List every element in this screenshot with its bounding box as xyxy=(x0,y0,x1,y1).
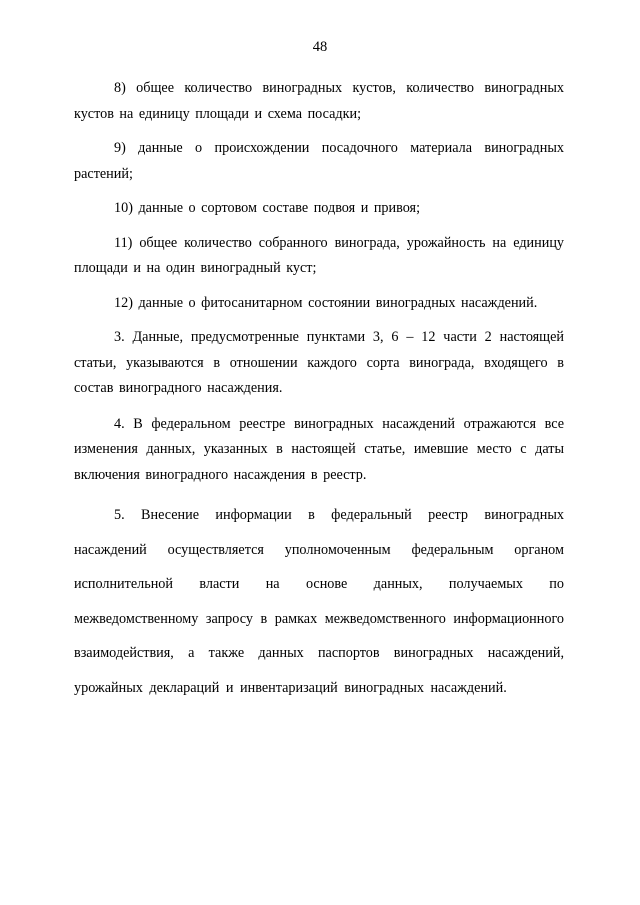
page-number: 48 xyxy=(312,39,328,55)
list-item-8: 8) общее количество виноградных кустов, количество виноградных кустов на единицу площади и схема посадки; xyxy=(74,80,564,122)
list-item-12: 12) данные о фитосанитарном состоянии виноградных насаждений. xyxy=(114,294,538,311)
list-item-10: 10) данные о сортовом составе подвоя и привоя; xyxy=(114,200,421,216)
list-item-9: 9) данные о происхождении посадочного материала виноградных растений; xyxy=(74,140,564,182)
section-5-paragraph: 5. Внесение информации в федеральный реестр виноградных насаждений осуществляется уполномоченным федеральным органом исполнительной власти на основе данных, получаемых по межведомственному запросу в рамках межведомственного информационного взаимодействия, а также данных паспортов виноградных насаждений, урожайных деклараций и инвентаризаций виноградных насаждений. xyxy=(74,507,564,696)
section-4-paragraph: 4. В федеральном реестре виноградных насаждений отражаются все изменения данных, указанных в настоящей статье, имевшие место с даты включения виноградного насаждения в реестр. xyxy=(74,415,564,483)
list-item-11: 11) общее количество собранного винограда, урожайность на единицу площади и на один виноградный куст; xyxy=(74,234,564,276)
document-body xyxy=(74,76,564,714)
section-3-paragraph: 3. Данные, предусмотренные пунктами 3, 6 – 12 части 2 настоящей статьи, указываются в отношении каждого сорта винограда, входящего в состав виноградного насаждения. xyxy=(74,329,564,396)
